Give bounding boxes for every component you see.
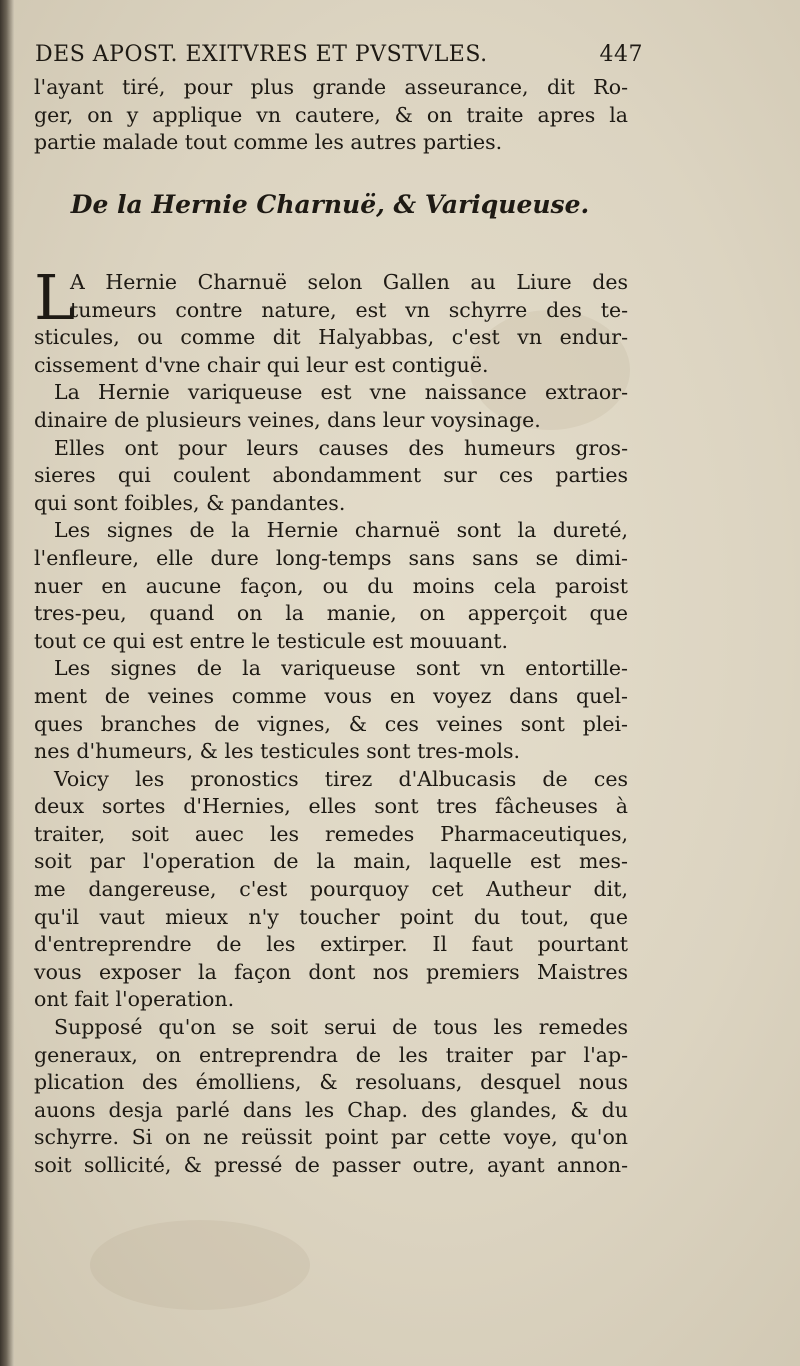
text-line: La Hernie variqueuse est vne naissance extraor- [54, 380, 628, 405]
continuation-text [34, 74, 628, 157]
text-line: l'enfleure, elle dure long-temps sans sans se dimi- [34, 545, 628, 570]
running-head [35, 42, 643, 67]
text-line: tres-peu, quand on la manie, on apperçoit que [34, 601, 628, 626]
text-line: traiter, soit auec les remedes Pharmaceutiques, [34, 821, 628, 846]
text-line: d'entreprendre de les extirper. Il faut pourtant [34, 932, 628, 957]
text-line: ment de veines comme vous en voyez dans quel- [34, 683, 628, 708]
running-head-title: DES APOST. EXITVRES ET PVSTVLES. [35, 42, 488, 67]
paper-stain [90, 1220, 310, 1310]
text-line: cissement d'vne chair qui leur est contiguë. [34, 352, 489, 377]
section-body [34, 261, 628, 1180]
text-line: sieres qui coulent abondamment sur ces parties [34, 463, 628, 488]
text-line: ques branches de vignes, & ces veines sont plei- [34, 711, 628, 736]
text-line: l'ayant tiré, pour plus grande asseurance, dit Ro- [34, 75, 628, 99]
drop-cap: L [34, 261, 76, 334]
page-gutter-shadow [0, 0, 14, 1366]
text-line: plication des émolliens, & resoluans, desquel nous [34, 1070, 628, 1095]
page-number: 447 [599, 42, 643, 67]
text-line: Les signes de la Hernie charnuë sont la dureté, [54, 518, 628, 543]
text-line: partie malade tout comme les autres parties. [34, 130, 503, 155]
text-line: nes d'humeurs, & les testicules sont tres-mols. [34, 739, 521, 764]
text-line: tumeurs contre nature, est vn schyrre des te- [70, 297, 628, 322]
text-line: me dangereuse, c'est pourquoy cet Autheur dit, [34, 877, 628, 902]
text-line: Voicy les pronostics tirez d'Albucasis de ces [54, 766, 628, 791]
text-line: sticules, ou comme dit Halyabbas, c'est vn endur- [34, 325, 628, 350]
text-line: vous exposer la façon dont nos premiers Maistres [34, 959, 628, 984]
text-line: tout ce qui est entre le testicule est mouuant. [34, 628, 509, 653]
text-line: Elles ont pour leurs causes des humeurs gros- [54, 435, 628, 460]
text-line: ont fait l'operation. [34, 987, 235, 1012]
text-line: qu'il vaut mieux n'y toucher point du tout, que [34, 904, 628, 929]
text-line: A Hernie Charnuë selon Gallen au Liure des [70, 270, 628, 294]
text-line: Les signes de la variqueuse sont vn entortille- [54, 656, 628, 681]
text-line: generaux, on entreprendra de les traiter par l'ap- [34, 1042, 628, 1067]
text-line: schyrre. Si on ne reüssit point par cette voye, qu'on [34, 1125, 628, 1150]
text-line: nuer en aucune façon, ou du moins cela paroist [34, 573, 628, 598]
text-line: dinaire de plusieurs veines, dans leur voysinage. [34, 407, 541, 432]
text-line: qui sont foibles, & pandantes. [34, 490, 346, 515]
section-heading: De la Hernie Charnuë, & Variqueuse. [70, 190, 590, 219]
text-line: ger, on y applique vn cautere, & on traite apres la [34, 102, 628, 127]
text-line: deux sortes d'Hernies, elles sont tres fâcheuses à [34, 794, 628, 819]
text-line: auons desja parlé dans les Chap. des glandes, & du [34, 1097, 628, 1122]
text-line: soit sollicité, & pressé de passer outre, ayant annon- [34, 1153, 628, 1177]
text-line: soit par l'operation de la main, laquelle est mes- [34, 849, 628, 874]
text-line: Supposé qu'on se soit serui de tous les remedes [54, 1015, 628, 1040]
